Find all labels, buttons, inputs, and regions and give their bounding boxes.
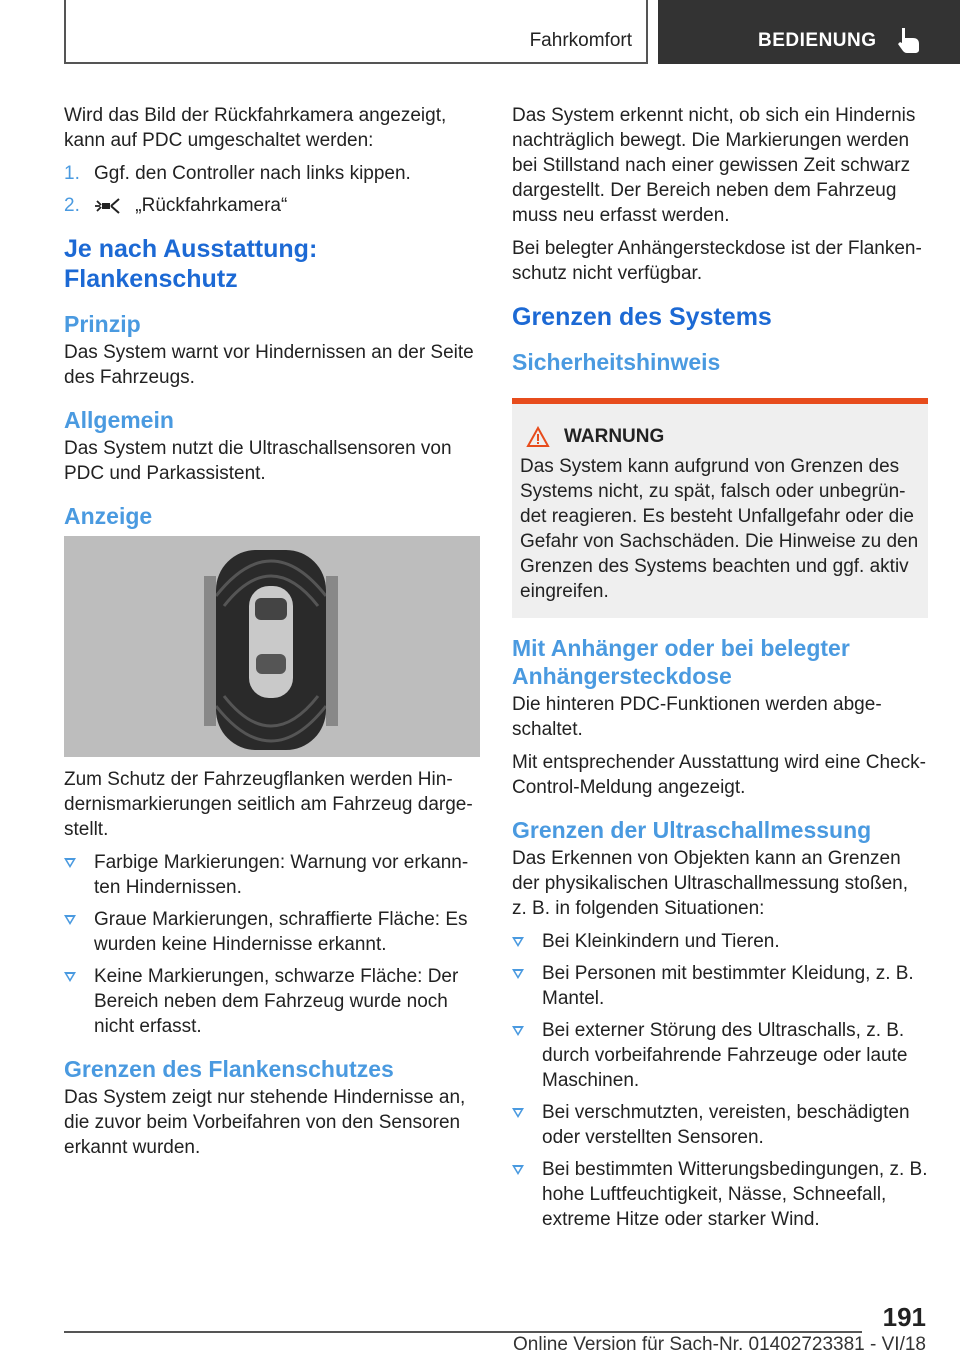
list-item-text: Graue Markierungen, schraffierte Fläche: Es wurden keine Hindernisse erkannt. [94,909,468,955]
grenzen-flank-text: Das System zeigt nur stehende Hindernisse an, die zuvor beim Vorbeifahren von den Sensoren erkannt wurden. [64,1087,466,1158]
intro-text: Wird das Bild der Rückfahrkamera angezeigt, kann auf PDC umgeschaltet werden: [64,105,447,151]
heading-allgemein: Allgemein [64,407,174,433]
header-box [64,0,648,64]
step-number: 1. [64,163,80,184]
bullet-triangle-icon [64,915,76,925]
warning-icon [526,426,550,448]
heading-ultraschall: Grenzen der Ultraschallmessung [512,817,872,843]
list-item [64,907,480,957]
bullet-triangle-icon [512,1108,524,1118]
warning-box [512,398,928,618]
footer-version: Online Version für Sach-Nr. 01402723381 - VI/18 [513,1334,926,1355]
list-item-text: Bei Kleinkindern und Tieren. [542,931,780,952]
allgemein-text: Das System nutzt die Ultraschallsensoren von PDC und Parkassistent. [64,438,452,484]
heading-prinzip: Prinzip [64,311,141,337]
pdc-display-image [64,536,480,757]
left-column [64,103,480,1168]
list-item-text: Bei bestimmten Witterungsbedingungen, z. B. hohe Luftfeuchtigkeit, Nässe, Schneefall, extreme Hitze oder starker Wind. [542,1159,928,1230]
section-title: Fahrkomfort [529,30,632,51]
warning-title [520,426,920,448]
heading-flankenschutz: Je nach Ausstattung: Flankenschutz [64,235,318,293]
schutz-text: Zum Schutz der Fahrzeugflanken werden Hindernismarkierungen seitlich am Fahrzeug dargestellt. [64,769,473,840]
bullet-triangle-icon [512,969,524,979]
pdc-camera-icon [94,197,120,215]
list-item-text: Bei Personen mit bestimmter Kleidung, z. B. Mantel. [542,963,914,1009]
step-text: Ggf. den Controller nach links kippen. [94,163,411,184]
step-list [64,161,480,218]
step-item [64,161,480,186]
prinzip-text: Das System warnt vor Hindernissen an der Seite des Fahrzeugs. [64,342,474,388]
page-number: 191 [882,1302,926,1332]
list-item [512,1100,928,1150]
list-item [512,1157,928,1232]
step-item [64,193,480,218]
pointing-hand-icon [896,26,922,54]
right-column [512,103,928,1239]
bullet-triangle-icon [64,858,76,868]
heading-grenzen-system: Grenzen des Systems [512,303,772,331]
heading-grenzen-flankenschutz: Grenzen des Flankenschutzes [64,1056,394,1082]
step-number: 2. [64,195,80,216]
bullet-triangle-icon [64,972,76,982]
warning-label: WARNUNG [564,426,665,447]
list-item [64,850,480,900]
list-item [512,1018,928,1093]
list-item-text: Bei externer Störung des Ultraschalls, z. B. durch vorbeifahrende Fahrzeuge oder laute Maschinen. [542,1020,908,1091]
chapter-tab[interactable] [658,0,960,64]
heading-sicherheitshinweis: Sicherheitshinweis [512,349,721,375]
hindernis-text: Das System erkennt nicht, ob sich ein Hindernis nachträglich bewegt. Die Markierungen werden bei Stillstand nach einer gewissen Zeit schwarz dargestellt. Der Bereich neben dem Fahrzeug muss neu erfasst werden. [512,105,916,226]
anhaenger-text-2: Mit entsprechender Ausstattung wird eine Check-Control-Meldung angezeigt. [512,752,926,798]
list-item [512,961,928,1011]
step-text: „Rückfahrkamera“ [135,195,288,216]
heading-anzeige: Anzeige [64,503,153,529]
list-item-text: Bei verschmutzten, vereisten, beschädigten oder verstellten Sensoren. [542,1102,910,1148]
bullet-triangle-icon [512,1165,524,1175]
heading-anhaenger: Mit Anhänger oder bei belegter Anhängersteckdose [512,635,850,689]
marker-list [64,850,480,1039]
bullet-triangle-icon [512,937,524,947]
situation-list [512,929,928,1232]
ultraschall-text: Das Erkennen von Objekten kann an Grenzen der physikalischen Ultraschallmessung stoßen, z. B. in folgenden Situationen: [512,848,909,919]
bullet-triangle-icon [512,1026,524,1036]
list-item-text: Keine Markierungen, schwarze Fläche: Der Bereich neben dem Fahrzeug wurde noch nicht erfasst. [94,966,459,1037]
warning-text: Das System kann aufgrund von Grenzen des Systems nicht, zu spät, falsch oder unbegründet reagieren. Es besteht Unfallgefahr oder die Gefahr von Sachschäden. Die Hinweise zu den Grenzen des Systems beachten und ggf. aktiv eingreifen. [520,456,919,602]
list-item [64,964,480,1039]
list-item-text: Farbige Markierungen: Warnung vor erkannten Hindernissen. [94,852,469,898]
chapter-label: BEDIENUNG [758,30,877,51]
list-item [512,929,928,954]
footer-divider [64,1331,862,1333]
anhaenger-note: Bei belegter Anhängersteckdose ist der Flankenschutz nicht verfügbar. [512,238,922,284]
anhaenger-text-1: Die hinteren PDC-Funktionen werden abgeschaltet. [512,694,882,740]
